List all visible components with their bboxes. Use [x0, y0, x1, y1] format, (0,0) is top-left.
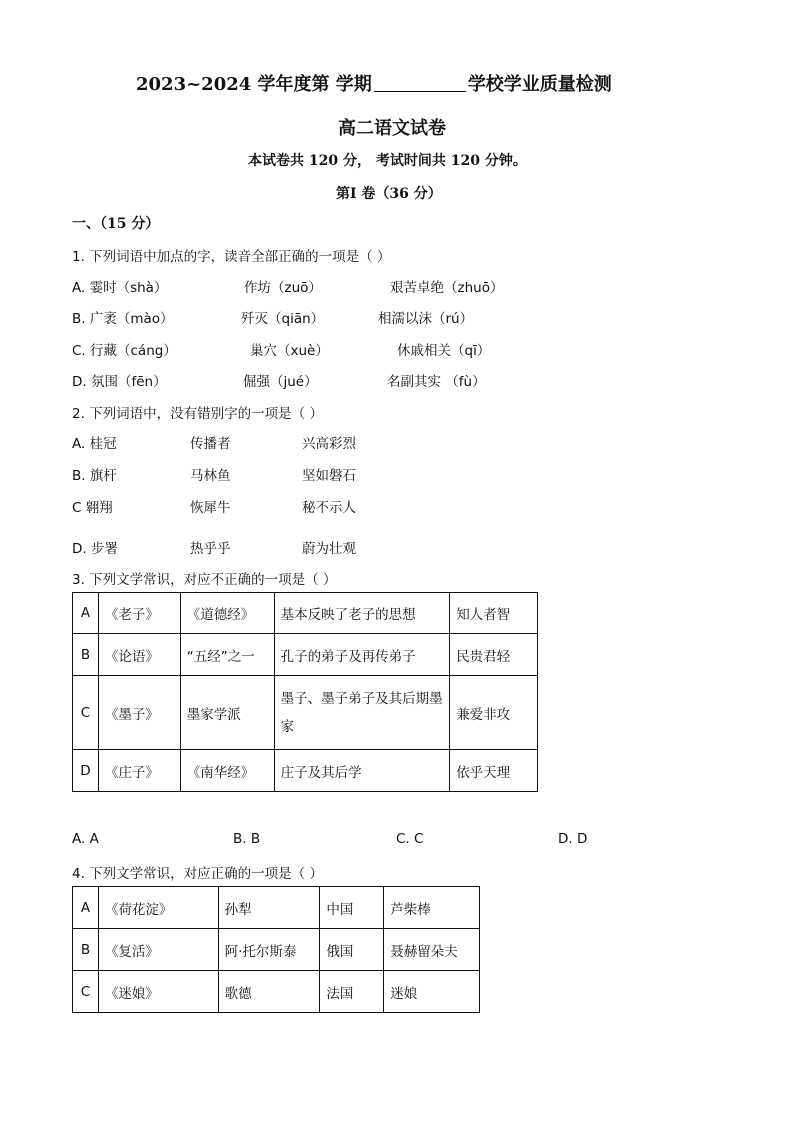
q1-option-c-1: C. 行藏（cáng） — [72, 343, 177, 359]
table-cell: 兼爱非攻 — [450, 676, 538, 750]
q1-option-c-2: 巢穴（xuè） — [250, 343, 329, 359]
table-cell: 《墨子》 — [98, 676, 180, 750]
exam-title — [136, 70, 612, 96]
table-cell: 俄国 — [320, 929, 384, 971]
table-cell: 法国 — [320, 971, 384, 1013]
q2-option-d-3: 蔚为壮观 — [302, 541, 356, 557]
q4-table — [72, 886, 480, 1013]
q1-option-b-1: B. 广袤（mào） — [72, 311, 174, 327]
q1-option-c-3: 休戚相关（qī） — [397, 343, 491, 359]
q3-choice-a: A. A — [72, 831, 99, 847]
table-row — [73, 750, 538, 792]
table-cell: 《迷娘》 — [98, 971, 218, 1013]
table-cell: B — [73, 929, 99, 971]
question-3-stem: 3. 下列文学常识，对应不正确的一项是（ ） — [72, 572, 337, 588]
exam-title-prefix: 2023~2024 学年度第 学期 — [136, 74, 372, 95]
table-cell: 《荷花淀》 — [98, 887, 218, 929]
q2-option-a-1: A. 桂冠 — [72, 436, 117, 452]
table-cell: 歌德 — [218, 971, 320, 1013]
table-row — [73, 676, 538, 750]
table-cell: A — [73, 593, 99, 634]
table-cell: 墨家学派 — [180, 676, 274, 750]
q1-option-b-3: 相濡以沫（rú） — [378, 311, 474, 327]
table-cell: “五经”之一 — [180, 634, 274, 676]
table-cell: D — [73, 750, 99, 792]
q1-option-a-1: A. 霎时（shà） — [72, 280, 168, 296]
table-cell: 知人者智 — [450, 593, 538, 634]
q2-option-a-2: 传播者 — [190, 436, 231, 452]
table-cell: 阿·托尔斯泰 — [218, 929, 320, 971]
table-cell: 芦柴棒 — [384, 887, 480, 929]
table-cell: A — [73, 887, 99, 929]
table-cell: 《道德经》 — [180, 593, 274, 634]
q2-option-b-2: 马林鱼 — [190, 468, 231, 484]
question-4-stem: 4. 下列文学常识，对应正确的一项是（ ） — [72, 866, 323, 882]
q3-choice-b: B. B — [233, 831, 261, 847]
exam-info: 本试卷共 120 分， 考试时间共 120 分钟。 — [248, 153, 527, 169]
q3-table — [72, 592, 538, 792]
q2-option-c-3: 秘不示人 — [302, 500, 356, 516]
table-row — [73, 593, 538, 634]
table-cell: B — [73, 634, 99, 676]
q1-option-d-3: 名副其实 （fù） — [387, 374, 486, 390]
table-cell: 聂赫留朵夫 — [384, 929, 480, 971]
exam-title-suffix: 学校学业质量检测 — [467, 74, 612, 95]
table-cell: 庄子及其后学 — [274, 750, 450, 792]
q1-option-a-2: 作坊（zuō） — [244, 280, 322, 296]
table-cell: 《论语》 — [98, 634, 180, 676]
table-cell: 《庄子》 — [98, 750, 180, 792]
volume-heading: 第Ⅰ 卷（36 分） — [336, 186, 442, 202]
table-cell: 孔子的弟子及再传弟子 — [274, 634, 450, 676]
table-cell: C — [73, 971, 99, 1013]
table-cell: C — [73, 676, 99, 750]
table-cell: 墨子、墨子弟子及其后期墨家 — [274, 676, 450, 750]
q2-option-b-1: B. 旗杆 — [72, 468, 117, 484]
q1-option-b-2: 歼灭（qiān） — [241, 311, 325, 327]
school-name-blank[interactable] — [374, 77, 466, 92]
table-row — [73, 634, 538, 676]
q1-option-a-3: 艰苦卓绝（zhuō） — [390, 280, 504, 296]
q2-option-c-2: 恢犀牛 — [190, 500, 231, 516]
table-cell: 中国 — [320, 887, 384, 929]
q2-option-d-2: 热乎乎 — [190, 541, 231, 557]
q2-option-c-1: C 翱翔 — [72, 500, 113, 516]
table-row — [73, 929, 480, 971]
table-cell: 《老子》 — [98, 593, 180, 634]
table-row — [73, 971, 480, 1013]
q3-choice-d: D. D — [558, 831, 588, 847]
table-cell: 迷娘 — [384, 971, 480, 1013]
exam-subtitle: 高二语文试卷 — [338, 118, 446, 139]
table-cell: 民贵君轻 — [450, 634, 538, 676]
q2-option-b-3: 坚如磐石 — [302, 468, 356, 484]
table-cell: 基本反映了老子的思想 — [274, 593, 450, 634]
question-1-stem: 1. 下列词语中加点的字，读音全部正确的一项是（ ） — [72, 249, 391, 265]
q1-option-d-2: 倔强（jué） — [243, 374, 318, 390]
table-cell: 《南华经》 — [180, 750, 274, 792]
table-cell: 《复活》 — [98, 929, 218, 971]
q2-option-d-1: D. 步署 — [72, 541, 118, 557]
table-cell: 孙犁 — [218, 887, 320, 929]
q1-option-d-1: D. 氛围（fēn） — [72, 374, 167, 390]
table-row — [73, 887, 480, 929]
q2-option-a-3: 兴高彩烈 — [302, 436, 356, 452]
section-heading: 一、（15 分） — [72, 216, 160, 232]
q3-choice-c: C. C — [396, 831, 424, 847]
question-2-stem: 2. 下列词语中，没有错别字的一项是（ ） — [72, 406, 323, 422]
table-cell: 依乎天理 — [450, 750, 538, 792]
